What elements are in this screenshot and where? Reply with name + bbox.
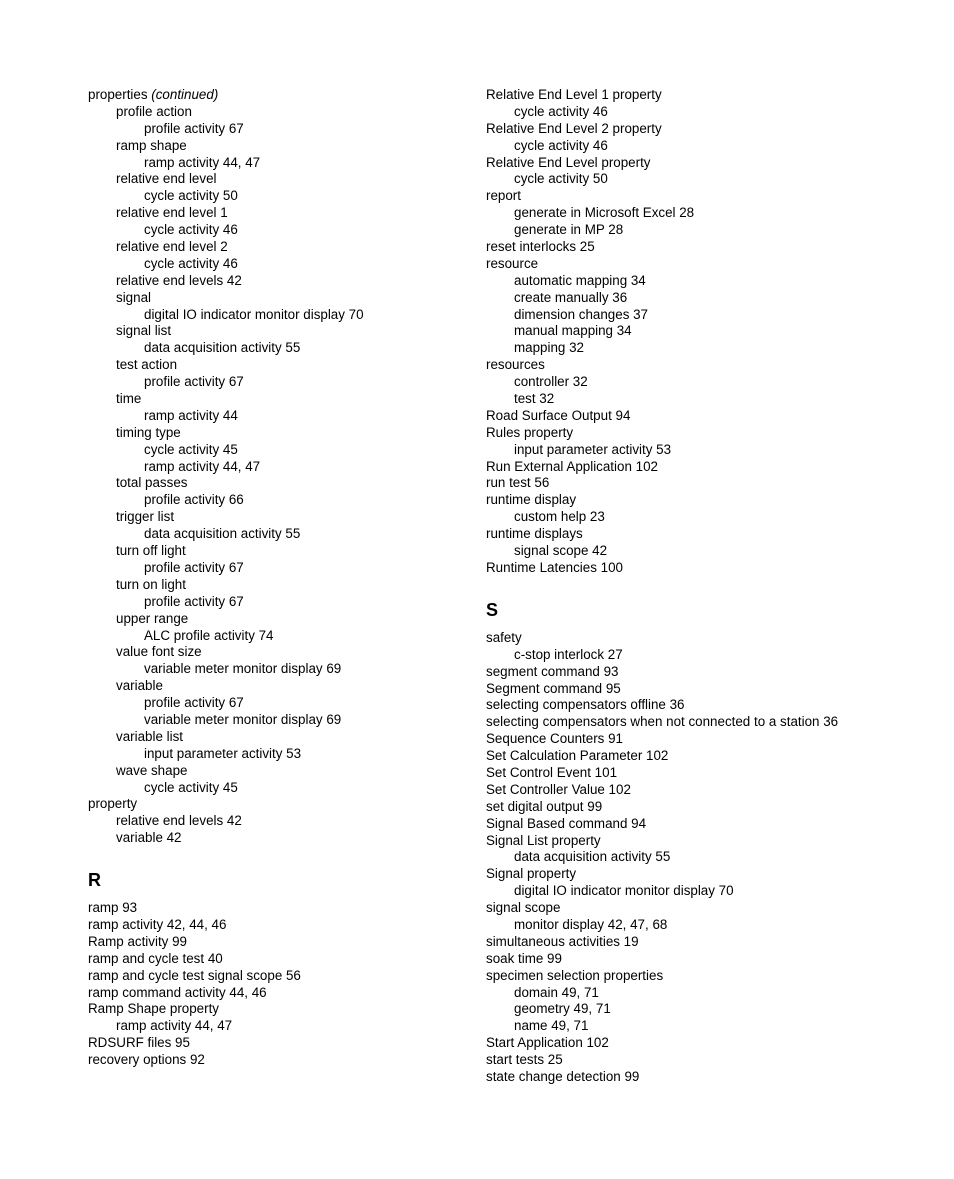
index-subentry: relative end level 1 [116, 205, 228, 221]
index-entry: Relative End Level property [486, 154, 651, 170]
index-subentry: cycle activity 46 [144, 255, 238, 271]
index-entries-r [88, 900, 468, 1069]
index-entry: report [486, 188, 521, 204]
index-entry: ramp activity 42, 44, 46 [88, 916, 227, 932]
index-subentry: value font size [116, 644, 202, 660]
index-entry: runtime displays [486, 526, 583, 542]
index-subentry: relative end level 2 [116, 239, 228, 255]
index-subentry: variable [116, 678, 163, 694]
index-entry: reset interlocks 25 [486, 239, 595, 255]
index-entry: RDSURF files 95 [88, 1035, 190, 1051]
index-entry: Sequence Counters 91 [486, 731, 623, 747]
index-subentry: cycle activity 46 [144, 222, 238, 238]
index-subentry: time [116, 391, 142, 407]
index-subentry: name 49, 71 [514, 1018, 589, 1034]
index-subentry: generate in MP 28 [514, 222, 624, 238]
index-entry: recovery options 92 [88, 1052, 205, 1068]
index-subentry: domain 49, 71 [514, 984, 599, 1000]
index-entry: property [88, 796, 138, 812]
index-entry: Runtime Latencies 100 [486, 559, 623, 575]
index-entry: ramp and cycle test 40 [88, 950, 223, 966]
index-entry: selecting compensators offline 36 [486, 697, 685, 713]
index-entry: Ramp Shape property [88, 1001, 220, 1017]
index-subentry: ramp activity 44, 47 [144, 154, 261, 170]
index-subentry: profile activity 67 [144, 120, 244, 136]
continued-note: (continued) [151, 87, 219, 102]
index-subentry: mapping 32 [514, 340, 584, 356]
index-subentry: input parameter activity 53 [514, 441, 672, 457]
index-entries-properties [88, 104, 468, 847]
index-entry: Relative End Level 2 property [486, 120, 662, 136]
index-subentry: ramp shape [116, 137, 187, 153]
index-subentry: profile action [116, 103, 192, 119]
index-subentry: custom help 23 [514, 509, 605, 525]
index-subentry: wave shape [116, 762, 188, 778]
index-entries-r-continued [486, 87, 946, 577]
index-entry: resources [486, 357, 545, 373]
index-subentry: variable list [116, 728, 183, 744]
index-subentry: relative end level [116, 171, 217, 187]
index-entry: safety [486, 629, 522, 645]
index-subentry: turn off light [116, 543, 186, 559]
index-subentry: variable meter monitor display 69 [144, 711, 342, 727]
index-entry: set digital output 99 [486, 798, 603, 814]
index-subentry: dimension changes 37 [514, 306, 648, 322]
index-subentry: digital IO indicator monitor display 70 [514, 883, 734, 899]
index-subentry: relative end levels 42 [116, 813, 242, 829]
index-subentry: create manually 36 [514, 289, 628, 305]
index-entry: specimen selection properties [486, 967, 664, 983]
index-subentry: data acquisition activity 55 [144, 340, 301, 356]
index-column-left [88, 87, 468, 1069]
index-subentry: input parameter activity 53 [144, 745, 302, 761]
index-subentry: signal list [116, 323, 172, 339]
index-entry: Signal property [486, 866, 577, 882]
index-entry: Start Application 102 [486, 1035, 609, 1051]
index-subentry: data acquisition activity 55 [144, 526, 301, 542]
index-entry: start tests 25 [486, 1052, 563, 1068]
index-subentry: manual mapping 34 [514, 323, 632, 339]
index-subentry: variable 42 [116, 830, 182, 846]
index-entry: ramp command activity 44, 46 [88, 984, 267, 1000]
index-subentry: test 32 [514, 391, 555, 407]
index-subentry: profile activity 67 [144, 695, 244, 711]
index-entry: Road Surface Output 94 [486, 407, 631, 423]
index-entry: signal scope [486, 900, 561, 916]
index-subentry: profile activity 67 [144, 593, 244, 609]
index-subentry: data acquisition activity 55 [514, 849, 671, 865]
index-entry: Set Controller Value 102 [486, 781, 631, 797]
index-subentry: cycle activity 50 [514, 171, 608, 187]
index-entry: ramp and cycle test signal scope 56 [88, 967, 301, 983]
index-subentry: test action [116, 357, 178, 373]
index-entry: runtime display [486, 492, 577, 508]
index-entry: Set Control Event 101 [486, 764, 618, 780]
index-entry: selecting compensators when not connected to a station 36 [486, 714, 839, 730]
index-entry: soak time 99 [486, 950, 562, 966]
index-subentry: total passes [116, 475, 188, 491]
index-subentry: generate in Microsoft Excel 28 [514, 205, 695, 221]
index-subentry: ramp activity 44, 47 [144, 458, 261, 474]
index-entry: Set Calculation Parameter 102 [486, 748, 669, 764]
index-subentry: ALC profile activity 74 [144, 627, 274, 643]
index-subentry: turn on light [116, 576, 186, 592]
index-subentry: timing type [116, 424, 181, 440]
index-subentry: ramp activity 44, 47 [116, 1018, 233, 1034]
index-subentry: controller 32 [514, 374, 588, 390]
index-column-right [486, 87, 946, 1086]
index-entry: resource [486, 255, 539, 271]
index-subentry: signal scope 42 [514, 543, 608, 559]
section-letter-s: S [486, 599, 499, 620]
index-subentry: cycle activity 45 [144, 441, 238, 457]
index-entry: run test 56 [486, 475, 550, 491]
index-subentry: ramp activity 44 [144, 407, 238, 423]
index-subentry: cycle activity 50 [144, 188, 238, 204]
index-entry: Segment command 95 [486, 680, 621, 696]
index-subentry: upper range [116, 610, 189, 626]
index-subentry: relative end levels 42 [116, 272, 242, 288]
index-subentry: cycle activity 46 [514, 103, 608, 119]
index-entry: segment command 93 [486, 663, 619, 679]
index-entry: state change detection 99 [486, 1068, 640, 1084]
index-subentry: cycle activity 46 [514, 137, 608, 153]
index-entry: Run External Application 102 [486, 458, 658, 474]
index-subentry: geometry 49, 71 [514, 1001, 611, 1017]
index-entry: Relative End Level 1 property [486, 87, 662, 102]
index-subentry: monitor display 42, 47, 68 [514, 916, 668, 932]
index-entry: Rules property [486, 424, 574, 440]
index-subentry: digital IO indicator monitor display 70 [144, 306, 364, 322]
index-subentry: automatic mapping 34 [514, 272, 646, 288]
index-entry: ramp 93 [88, 900, 138, 916]
index-term: properties [88, 87, 148, 102]
index-entry: simultaneous activities 19 [486, 933, 639, 949]
index-subentry: profile activity 67 [144, 559, 244, 575]
index-subentry: profile activity 66 [144, 492, 244, 508]
index-subentry: trigger list [116, 509, 175, 525]
index-subentry: variable meter monitor display 69 [144, 661, 342, 677]
index-entry: Signal List property [486, 832, 601, 848]
index-subentry: signal [116, 289, 151, 305]
index-entry: Signal Based command 94 [486, 815, 647, 831]
index-subentry: c-stop interlock 27 [514, 646, 623, 662]
index-entry-continued-heading [88, 87, 468, 104]
index-entries-s [486, 630, 946, 1086]
section-letter-r: R [88, 870, 101, 891]
index-subentry: profile activity 67 [144, 374, 244, 390]
index-entry: Ramp activity 99 [88, 933, 187, 949]
index-subentry: cycle activity 45 [144, 779, 238, 795]
